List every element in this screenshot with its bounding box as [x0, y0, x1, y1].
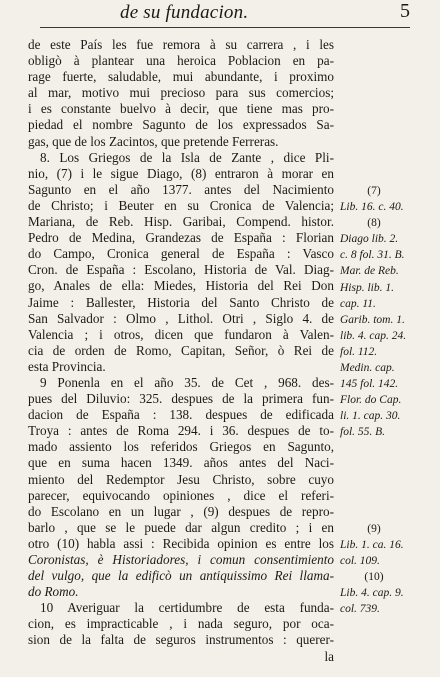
margin-note-line: (7) — [367, 185, 381, 197]
text-line: 9 Ponenla en el año 35. de Cet , 968. des- — [40, 374, 334, 390]
margin-note-line: col. 109. — [340, 555, 380, 568]
text-line: cia de orden de Romo, Capitan, Señor, ò Rei de — [28, 342, 334, 358]
text-line: Valencia ; i otros, dicen que fundaron à Valen- — [28, 326, 334, 342]
margin-note-line: Medin. cap. — [340, 362, 395, 375]
text-line: i es constante buelvo à decir, que tiene mas pro- — [28, 101, 334, 117]
text-line: la — [324, 648, 334, 664]
margin-note-line: Lib. 16. c. 40. — [340, 201, 404, 214]
main-text — [28, 37, 334, 665]
margin-note-line: Diago lib. 2. — [340, 233, 399, 246]
text-line: esta Provincia. — [28, 358, 106, 374]
text-line: nio, (7) i le sigue Diago, (8) entraron à morar en — [28, 165, 334, 181]
text-line: otro (10) habla assi : Recibida opinion es entre los — [28, 535, 334, 551]
text-line: mado assiento los referidos Griegos en Sagunto, — [28, 439, 334, 455]
text-line: Mariana, de Reb. Hisp. Garibai, Compend. histor. — [28, 214, 334, 230]
text-line: que en suma hacen 1349. años antes del Naci- — [28, 455, 334, 471]
margin-note-line: Garib. tom. 1. — [340, 313, 405, 326]
text-line: 10 Averiguar la certidumbre de esta funda- — [40, 600, 334, 616]
text-line: do Escolano en un lugar , (9) despues de repro- — [28, 503, 334, 519]
text-line: Cron. de España : Escolano, Historia de Val. Diag- — [28, 262, 334, 278]
text-line: barlo , que se le puede dar algun credito ; i en — [28, 519, 334, 535]
text-line: Sagunto en el año 1377. antes del Nacimiento — [28, 181, 334, 197]
text-line: al mar, motivo mui precioso para sus comercios; — [28, 85, 334, 101]
margin-note-line: fol. 55. B. — [340, 426, 386, 439]
text-line: San Salvador : Olmo , Lithol. Otri , Siglo 4. de — [28, 310, 334, 326]
margin-note-line: 145 fol. 142. — [340, 378, 399, 391]
text-line: de Christo; i Beuter en su Cronica de Valencia; — [28, 197, 334, 213]
text-line: piedad el nombre Sagunto de los expressados Sa- — [28, 117, 334, 133]
margin-notes-bottom — [340, 521, 436, 618]
text-line: 8. Los Griegos de la Isla de Zante , dice Pli- — [40, 149, 334, 165]
margin-note-line: (10) — [364, 571, 384, 584]
margin-note-line: li. 1. cap. 30. — [340, 410, 401, 423]
margin-notes-top — [340, 183, 436, 441]
margin-note-line: Lib. 4. cap. 9. — [340, 587, 404, 600]
margin-note-line: lib. 4. cap. 24. — [340, 329, 407, 342]
text-line: gas, que de los Zacintos, que pretende Ferreras. — [28, 133, 279, 149]
text-line: parecer, equivocando opiniones , dice el referi- — [28, 487, 334, 503]
text-line: del vulgo, que la edificò un antiquissimo Rei llama- — [28, 568, 334, 584]
running-title: de su fundacion. — [120, 2, 249, 23]
text-line: sion de la falta de seguros instrumentos : querer- — [28, 632, 334, 648]
margin-note-line: (8) — [367, 217, 381, 230]
text-line: miento del Redemptor Jesu Christo, sobre cuyo — [28, 471, 334, 487]
page-number: 5 — [400, 0, 410, 22]
margin-note-line: (9) — [367, 523, 381, 535]
text-line: do Romo. — [28, 584, 79, 600]
margin-note-line: Mar. de Reb. — [340, 265, 399, 278]
text-line: Pedro de Medina, Grandezas de España : Florian — [28, 230, 334, 246]
text-line: de este País les fue remora à su carrera , i les — [28, 37, 334, 52]
text-line: obligò à plantear una heroica Poblacion en pa- — [28, 53, 334, 69]
text-line: Coronistas, è Historiadores, i comun consentimiento — [28, 552, 334, 567]
margin-note-line: fol. 112. — [340, 345, 378, 358]
margin-note-line: cap. 11. — [340, 297, 376, 310]
text-line: pues del Diluvio: 325. despues de la primera fun- — [28, 391, 334, 407]
text-line: Troya : antes de Roma 294. i 36. despues de to- — [28, 423, 334, 439]
text-line: dacion de España : 138. despues de edificada — [28, 407, 334, 423]
margin-note-line: Lib. 1. ca. 16. — [340, 539, 404, 552]
text-line: Jaime : Ballester, Historia del Santo Christo de — [28, 294, 334, 310]
text-line: go, Anales de ella: Miedes, Historia del Rei Don — [28, 278, 334, 294]
text-line: rage fuerte, saludable, mui abundante, i proximo — [28, 69, 334, 85]
text-line: cion, es impracticable , i nada seguro, por oca- — [28, 616, 334, 632]
header-rule — [40, 27, 410, 28]
running-header — [120, 0, 410, 26]
text-line: do Campo, Cronica general de España : Vasco — [28, 246, 334, 262]
margin-note-line: col. 739. — [340, 603, 380, 616]
margin-note-line: c. 8 fol. 31. B. — [340, 249, 405, 262]
margin-note-line: Flor. do Cap. — [340, 394, 402, 407]
margin-note-line: Hisp. lib. 1. — [340, 281, 394, 294]
